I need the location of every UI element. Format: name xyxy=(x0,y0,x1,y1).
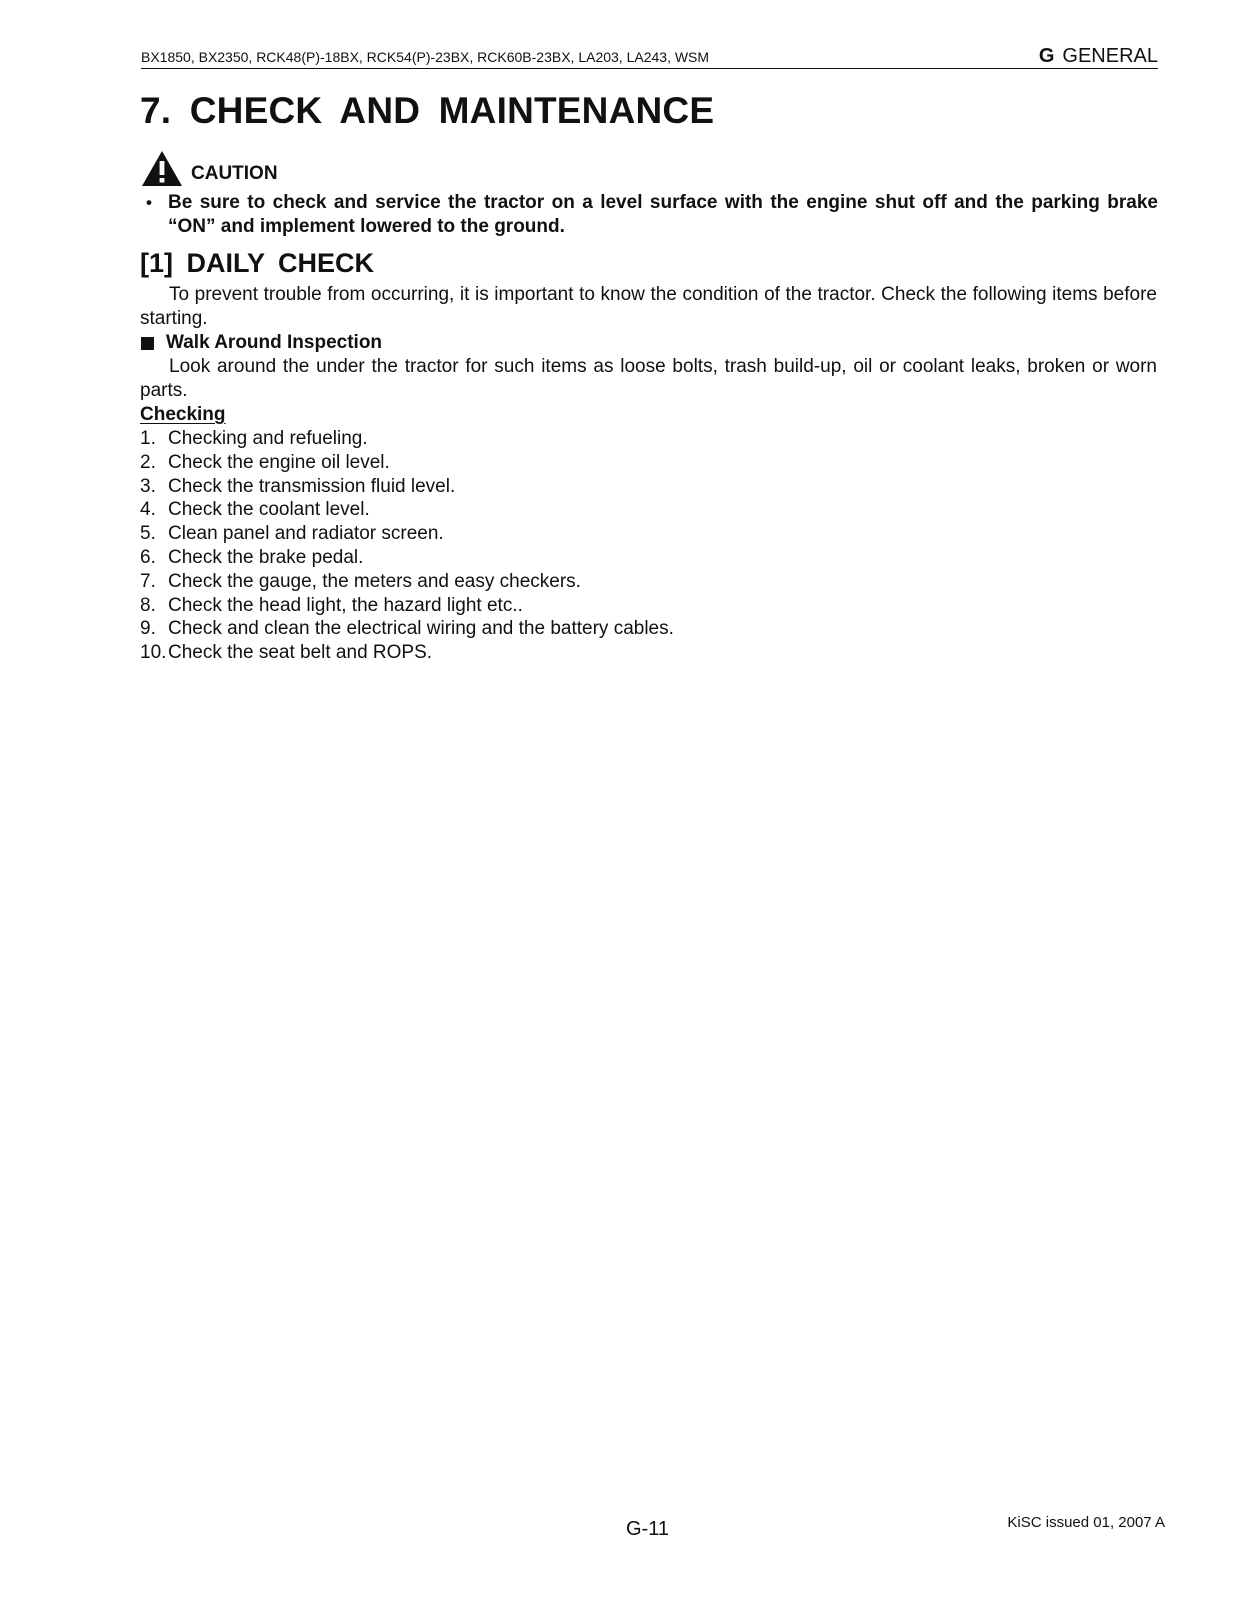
page-number: G-11 xyxy=(626,1518,669,1540)
page-header xyxy=(141,44,1158,69)
list-item-number: 8. xyxy=(140,594,156,616)
walk-around-text: Look around the under the tractor for such items as loose bolts, trash build-up, oil or coolant leaks, broken or worn parts. xyxy=(140,356,1157,401)
header-section-letter: G xyxy=(1038,45,1055,67)
list-item xyxy=(140,641,674,665)
warning-triangle-icon xyxy=(141,150,183,187)
black-square-icon xyxy=(141,337,154,350)
list-item xyxy=(140,451,674,475)
list-item-number: 10. xyxy=(140,642,167,664)
list-item-text: Check the transmission fluid level. xyxy=(168,475,456,497)
list-item xyxy=(140,594,674,618)
daily-check-intro: To prevent trouble from occurring, it is important to know the condition of the tractor. Check the following items before starting. xyxy=(140,284,1157,329)
list-item-text: Check the coolant level. xyxy=(168,499,370,521)
list-item-text: Clean panel and radiator screen. xyxy=(168,523,444,545)
list-item-number: 3. xyxy=(140,475,156,497)
list-item xyxy=(140,570,674,594)
list-item-number: 4. xyxy=(140,499,156,521)
list-item xyxy=(140,498,674,522)
caution-heading xyxy=(141,150,278,187)
list-item-number: 1. xyxy=(140,428,156,449)
list-item xyxy=(140,617,674,641)
list-item-text: Check the gauge, the meters and easy checkers. xyxy=(168,570,581,592)
list-item-number: 7. xyxy=(140,570,156,592)
caution-label: CAUTION xyxy=(191,163,278,184)
list-item-text: Check the seat belt and ROPS. xyxy=(168,642,433,664)
caution-text: Be sure to check and service the tractor on a level surface with the engine shut off and the parking brake “ON” and implement lowered to the ground. xyxy=(168,192,1158,237)
list-item-text: Check the brake pedal. xyxy=(168,546,364,568)
chapter-title: 7. CHECK AND MAINTENANCE xyxy=(140,90,715,131)
list-item-text: Check the head light, the hazard light etc.. xyxy=(168,594,523,616)
list-item-number: 5. xyxy=(140,523,156,545)
list-item xyxy=(140,427,674,451)
list-item xyxy=(140,522,674,546)
checking-heading: Checking xyxy=(140,404,226,425)
list-item-number: 9. xyxy=(140,618,156,640)
walk-around-heading-text: Walk Around Inspection xyxy=(166,332,383,353)
list-item-number: 2. xyxy=(140,451,156,473)
list-item xyxy=(140,546,674,570)
list-item xyxy=(140,475,674,499)
checking-list xyxy=(140,427,674,665)
list-item-text: Check the engine oil level. xyxy=(168,451,390,473)
header-section xyxy=(1039,45,1158,68)
header-models: BX1850, BX2350, RCK48(P)-18BX, RCK54(P)-23BX, RCK60B-23BX, LA203, LA243, WSM xyxy=(141,49,710,65)
caution-bullet: • xyxy=(146,193,152,212)
issue-info: KiSC issued 01, 2007 A xyxy=(1007,1514,1165,1531)
list-item-text: Checking and refueling. xyxy=(168,428,368,449)
list-item-number: 6. xyxy=(140,546,156,568)
header-section-name: GENERAL xyxy=(1062,45,1158,67)
walk-around-heading xyxy=(140,331,382,355)
section-title-daily-check: [1] DAILY CHECK xyxy=(140,248,375,278)
list-item-text: Check and clean the electrical wiring and the battery cables. xyxy=(168,618,674,640)
